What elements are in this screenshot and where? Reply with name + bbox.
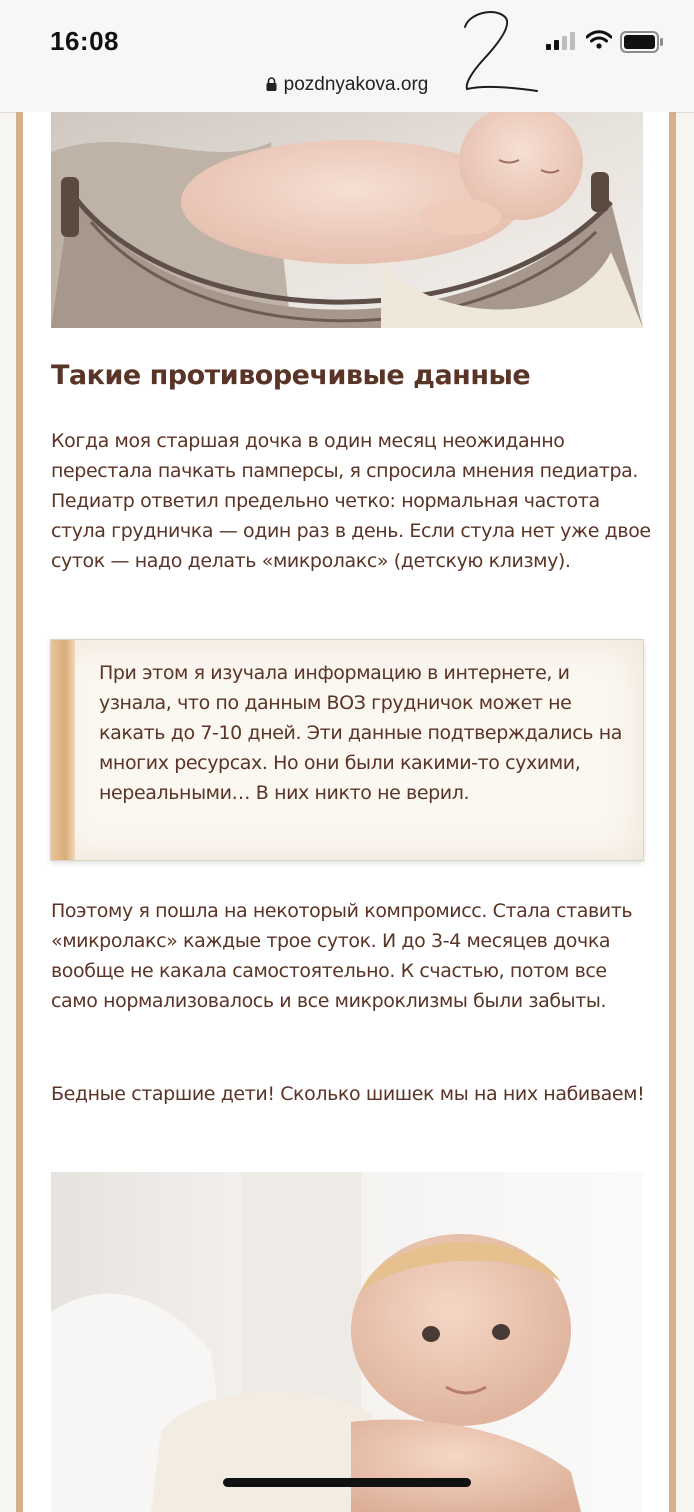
quote-text: При этом я изучала информацию в интернете, и узнала, что по данным ВОЗ грудничок может не какать до 7-10 дней. Эти данные подтверждались на многих ресурсах. Но они были какими-то сухими, нереальными… В них никто не верил. [99,662,622,804]
battery-icon [620,31,664,53]
article-paragraph: Когда моя старшая дочка в один месяц неожиданно перестала пачкать памперсы, я спросила мнения педиатра. Педиатр ответил предельно четко: нормальная частота стула грудничка — один раз в день. Если стула нет уже двое суток — надо делать «микролакс» (детскую клизму). [51,430,651,572]
quote-box [51,640,643,860]
home-indicator[interactable] [223,1478,471,1487]
wifi-icon [586,30,612,50]
crawling-baby-photo [51,1172,643,1512]
lock-icon [266,77,277,91]
url-text: pozdnyakova.org [283,74,429,95]
quote-decorative-strip [51,640,75,860]
clock: 16:08 [50,26,119,56]
sleeping-baby-photo [51,112,643,328]
section-heading: Такие противоречивые данные [51,360,531,391]
status-bar [0,0,694,113]
signal-icon [546,32,578,50]
address-bar[interactable] [0,74,694,96]
article-paragraph: Бедные старшие дети! Сколько шишек мы на них набиваем! [51,1083,645,1105]
article-paragraph: Поэтому я пошла на некоторый компромисс. Стала ставить «микролакс» каждые трое суток. И до 3-4 месяцев дочка вообще не какала самостоятельно. К счастью, потом все само нормализовалось и все микроклизмы были забыты. [51,900,633,1012]
